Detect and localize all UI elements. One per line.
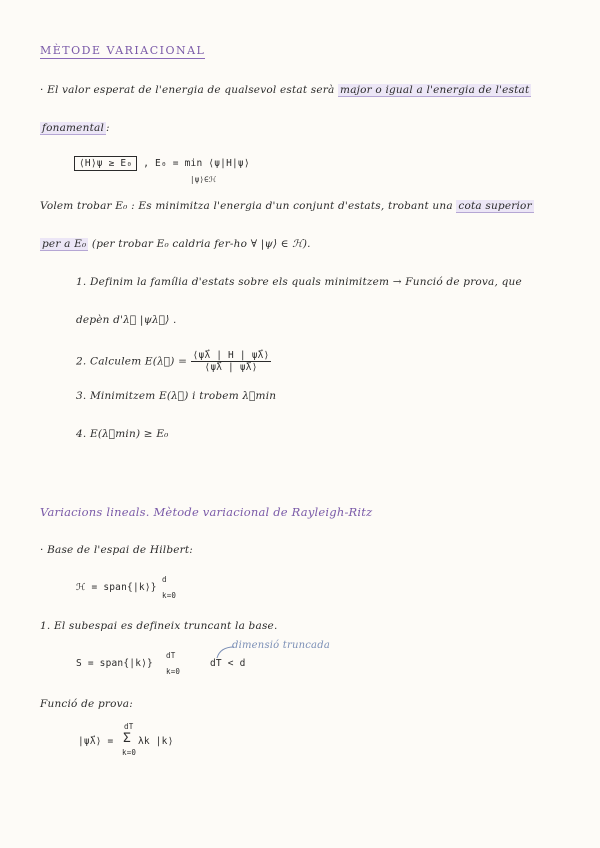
fraction-numerator: ⟨ψλ⃗ | H | ψλ⃗⟩ [192,350,270,361]
step-2-label: 2. Calculem E(λ⃗) = [76,355,188,368]
intro-line-2 [40,122,110,134]
hilbert-base-label: · Base de l'espai de Hilbert: [40,544,194,556]
subspace-sub: k=0 [166,667,181,676]
volem-text: Volem trobar E₀ : Es minimitza l'energia d'un conjunt d'estats, trobant una [40,200,453,212]
trial-function-lhs: |ψλ⃗⟩ = [78,736,114,747]
intro-highlight: major o igual a l'energia de l'estat [340,84,530,96]
step-1: 1. Definim la família d'estats sobre els quals minimitzem → Funció de prova, que [76,276,522,288]
subspace-condition: dT < d [210,658,246,669]
page-title [40,44,205,57]
intro-line-1 [40,84,531,96]
sum-icon: Σ [123,731,132,746]
hilbert-sub: k=0 [162,591,177,600]
intro-text: · El valor esperat de l'energia de qualsevol estat serà [40,84,335,96]
fraction-denominator: ⟨ψλ⃗ | ψλ⃗⟩ [204,362,258,373]
volem-post: (per trobar E₀ caldria fer-ho ∀ |ψ⟩ ∈ ℋ). [91,238,311,250]
min-definition: , E₀ = min ⟨ψ|H|ψ⟩ [143,158,250,169]
hilbert-span: ℋ = span{|k⟩} [76,582,157,593]
sum-body: λk |k⟩ [138,736,174,747]
step-3: 3. Minimitzem E(λ⃗) i trobem λ⃗min [76,390,277,402]
boxed-inequality: ⟨H⟩ψ ≥ E₀ [74,156,137,171]
truncation-line: 1. El subespai es defineix truncant la base. [40,620,278,632]
hilbert-sup: d [162,575,167,584]
volem-highlight-2: per a E₀ [42,238,87,250]
volem-line-2 [40,238,311,250]
subspace-equation: S = span{|k⟩} [76,658,153,669]
volem-highlight: cota superior [458,200,532,212]
volem-line-1 [40,200,534,212]
sum-sup: dT [124,722,134,731]
section-2-title: Variacions lineals. Mètode variacional de Rayleigh-Ritz [40,505,373,519]
intro-post: : [106,122,110,134]
sum-sub: k=0 [122,748,137,757]
min-subscript: |ψ⟩∈ℋ [190,175,217,184]
energy-fraction [191,350,272,373]
inequality-line [74,158,250,169]
hilbert-equation [76,582,157,593]
step-1-cont: depèn d'λ⃗ |ψλ⃗⟩ . [76,314,177,326]
intro-highlight-2: fonamental [42,122,105,134]
subspace-sup: dT [166,651,176,660]
step-2 [76,350,271,373]
step-4: 4. E(λ⃗min) ≥ E₀ [76,428,169,440]
truncated-dimension-note: dimensió truncada [232,640,330,651]
trial-function-label: Funció de prova: [40,698,133,710]
page-title-text: MÈTODE VARIACIONAL [40,44,206,57]
